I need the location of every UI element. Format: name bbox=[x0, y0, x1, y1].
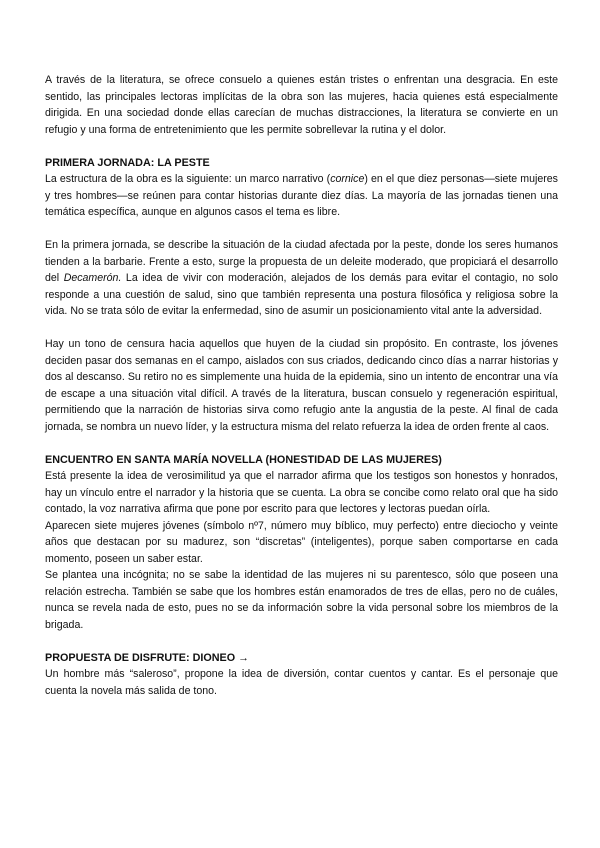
paragraph-siete-mujeres: Aparecen siete mujeres jóvenes (símbolo nº7, número muy bíblico, muy perfecto) entre dieciocho y veinte años que destacan por su madurez, son “discretas” (inteligentes), porque saben comportarse en cada momento, poseen un saber estar. bbox=[45, 519, 558, 565]
section-heading-santa-maria-novella: ENCUENTRO EN SANTA MARÍA NOVELLA (HONESTIDAD DE LAS MUJERES) bbox=[45, 453, 442, 466]
paragraph-dioneo: Un hombre más “saleroso”, propone la idea de diversión, contar cuentos y cantar. Es el personaje que cuenta la novela más salida de tono. bbox=[45, 668, 558, 697]
paragraph-text: La estructura de la obra es la siguiente: un marco narrativo ( bbox=[45, 173, 331, 185]
paragraph-text: ) en el que diez personas—siete mujeres y tres hombres—se reúnen para contar historias durante diez días. La mayoría de las jornadas tienen una temática específica, aunque en algunos casos el tema es libre. bbox=[45, 173, 558, 218]
paragraph-censura: Hay un tono de censura hacia aquellos que huyen de la ciudad sin propósito. En contraste, los jóvenes deciden pasar dos semanas en el campo, aislados con sus criados, dedicando cinco días a narrar historias y dos al descanso. Su retiro no es simplemente una huida de la epidemia, sino un intento de encontrar una vía de escape a una situación vital difícil. A través de la literatura, buscan consuelo y regeneración espiritual, permitiendo que la narración de historias sirva como refugio ante la angustia de la peste. Al final de cada jornada, se nombra un nuevo líder, y la estructura misma del relato refuerza la idea de orden frente al caos. bbox=[45, 338, 558, 433]
paragraph-verosimilitud: Está presente la idea de verosimilitud ya que el narrador afirma que los testigos son honestos y honrados, hay un vínculo entre el narrador y la historia que se cuenta. La obra se concibe como relato oral que ha sido contado, la voz narrativa afirma que pone por escrito para que lectores y lectoras puedan oírla. bbox=[45, 470, 558, 515]
paragraph-estructura bbox=[45, 171, 558, 221]
section-heading-primera-jornada: PRIMERA JORNADA: LA PESTE bbox=[45, 156, 210, 169]
paragraph-primera-jornada bbox=[45, 237, 558, 320]
intro-paragraph: A través de la literatura, se ofrece consuelo a quienes están tristes o enfrentan una desgracia. En este sentido, las principales lectoras implícitas de la obra son las mujeres, hacia quienes está especialmente dirigida. En una sociedad donde ellas carecían de muchas distracciones, la literatura se convierte en un refugio y una forma de entretenimiento que les permite sobrellevar la rutina y el dolor. bbox=[45, 74, 558, 136]
document-page bbox=[45, 72, 558, 716]
italic-title-decameron: Decamerón. bbox=[63, 272, 122, 284]
paragraph-text: La idea de vivir con moderación, alejados de los demás para evitar el contagio, no solo responde a una cuestión de salud, sino que también representa una postura filosófica y religiosa sobre la vida. No se trata sólo de evitar la enfermedad, sino de asumir un posicionamiento vital ante la adversidad. bbox=[45, 272, 558, 317]
italic-term-cornice: cornice bbox=[330, 173, 365, 185]
section-heading-dioneo: PROPUESTA DE DISFRUTE: DIONEO → bbox=[45, 651, 249, 664]
paragraph-incognita: Se plantea una incógnita; no se sabe la identidad de las mujeres ni su parentesco, sólo que poseen una relación estrecha. También se sabe que los hombres están enamorados de tres de ellas, pero no de cuáles, nunca se revela nada de esto, pues no se da información sobre la vida personal sobre los miembros de la brigada. bbox=[45, 569, 558, 631]
paragraph-text: En la primera jornada, se describe la situación de la ciudad afectada por la peste, donde los seres humanos tienden a la barbarie. Frente a esto, surge la propuesta de un deleite moderado, que propiciará el desarrollo del bbox=[45, 239, 558, 284]
